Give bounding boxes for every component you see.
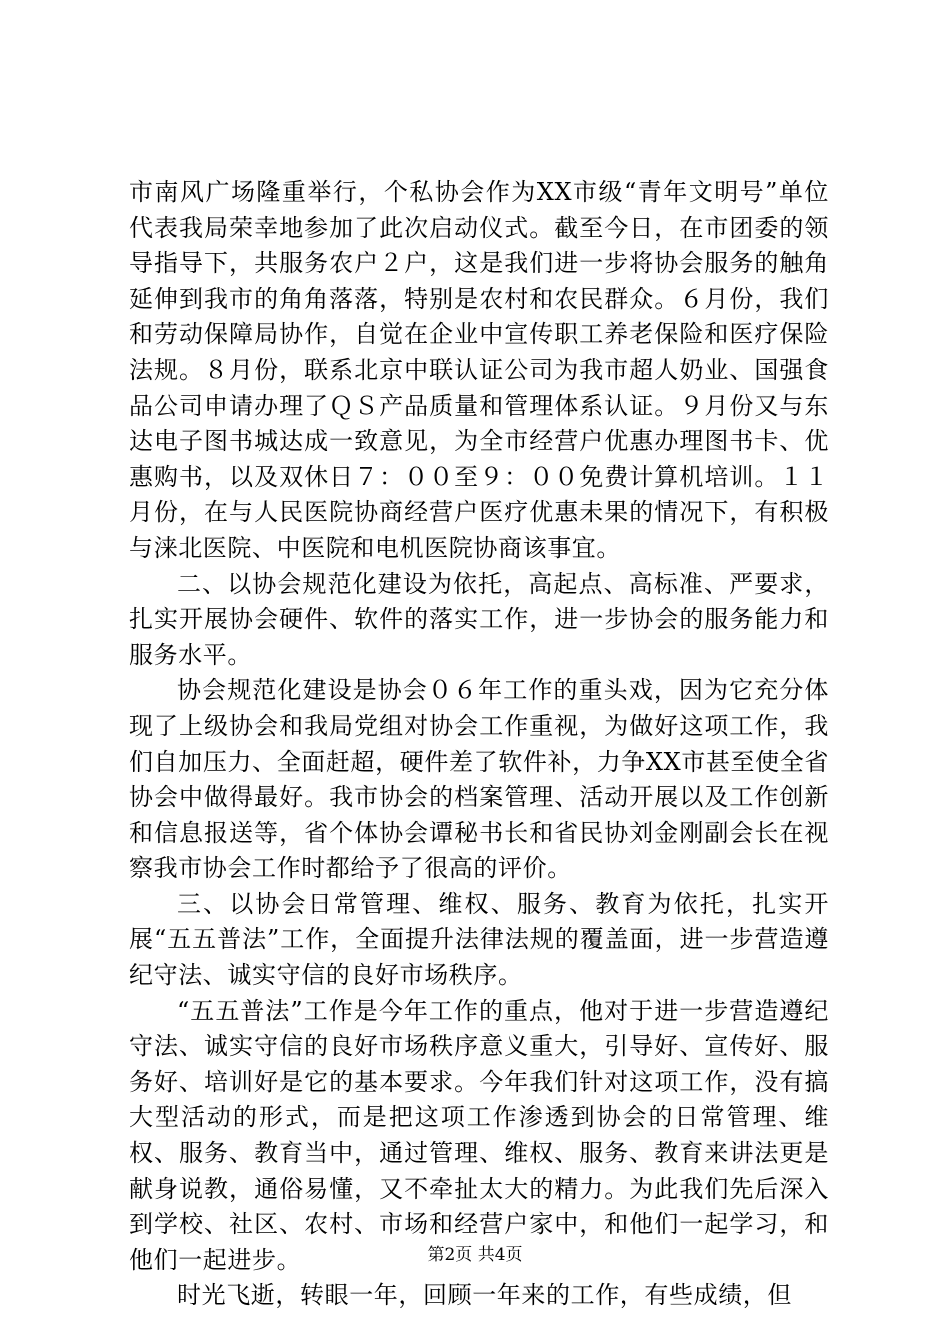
document-body bbox=[129, 175, 829, 1314]
paragraph-continuation: 市南风广场隆重举行，个私协会作为XX市级“青年文明号”单位代表我局荣幸地参加了此次启动仪式。截至今日，在市团委的领导指导下，共服务农户２户，这是我们进一步将协会服务的触角延伸到我市的角角落落，特别是农村和农民群众。６月份，我们和劳动保障局协作，自觉在企业中宣传职工养老保险和医疗保险法规。８月份，联系北京中联认证公司为我市超人奶业、国强食品公司申请办理了ＱＳ产品质量和管理体系认证。９月份又与东达电子图书城达成一致意见，为全市经营户优惠办理图书卡、优惠购书，以及双休日７：００至９：００免费计算机培训。１１月份，在与人民医院协商经营户医疗优惠未果的情况下，有积极与涞北医院、中医院和电机医院协商该事宜。 bbox=[129, 178, 829, 562]
paragraph-law-education: “五五普法”工作是今年工作的重点，他对于进一步营造遵纪守法、诚实守信的良好市场秩序意义重大，引导好、宣传好、服务好、培训好是它的基本要求。今年我们针对这项工作，没有搞大型活动的形式，而是把这项工作渗透到协会的日常管理、维权、服务、教育当中，通过管理、维权、服务、教育来讲法更是献身说教，通俗易懂，又不牵扯太大的精力。为此我们先后深入到学校、社区、农村、市场和经营户家中，和他们一起学习，和他们一起进步。 bbox=[129, 996, 829, 1274]
paragraph-section-three-heading: 三、以协会日常管理、维权、服务、教育为依托，扎实开展“五五普法”工作，全面提升法律法规的覆盖面，进一步营造遵纪守法、诚实守信的良好市场秩序。 bbox=[129, 889, 829, 990]
paragraph-standardization: 协会规范化建设是协会０６年工作的重头戏，因为它充分体现了上级协会和我局党组对协会工作重视，为做好这项工作，我们自加压力、全面赶超，硬件差了软件补，力争XX市甚至使全省协会中做得最好。我市协会的档案管理、活动开展以及工作创新和信息报送等，省个体协会谭秘书长和省民协刘金刚副会长在视察我市协会工作时都给予了很高的评价。 bbox=[129, 676, 829, 883]
page-number-footer: 第2页 共4页 bbox=[427, 1245, 523, 1265]
paragraph-section-two-heading: 二、以协会规范化建设为依托，高起点、高标准、严要求，扎实开展协会硬件、软件的落实工作，进一步协会的服务能力和服务水平。 bbox=[129, 569, 829, 669]
paragraph-review: 时光飞逝，转眼一年，回顾一年来的工作，有些成绩，但 bbox=[177, 1281, 792, 1310]
